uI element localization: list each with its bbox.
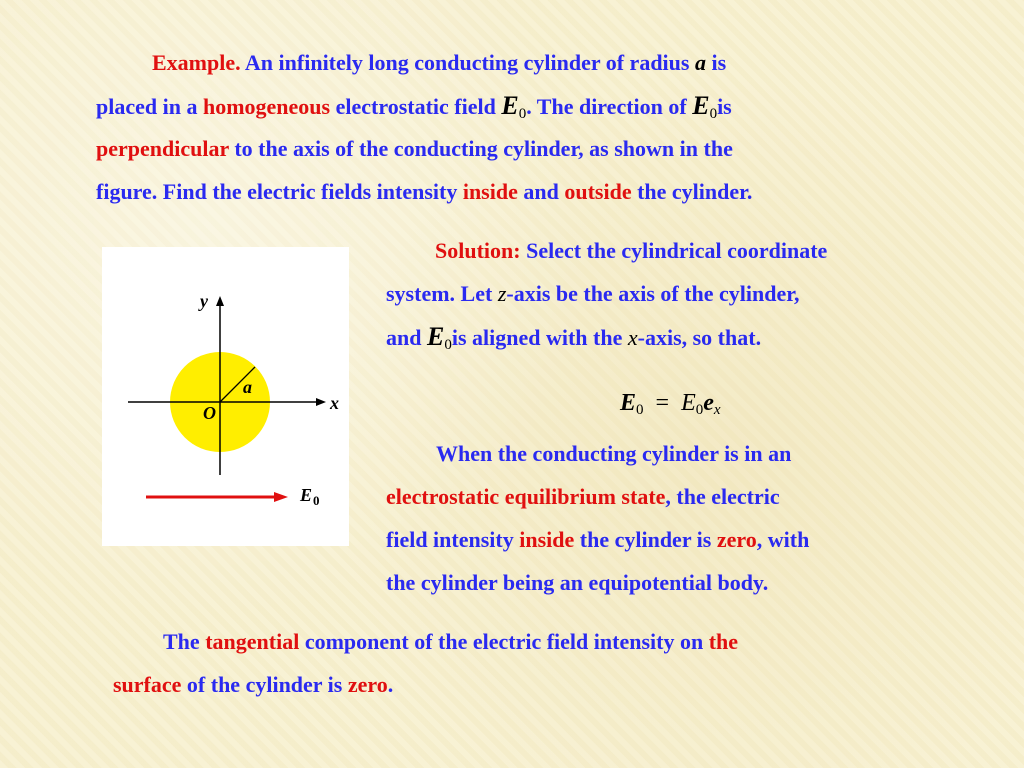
solution-line-3 (386, 315, 761, 367)
x-variable: x (627, 325, 638, 350)
inside-highlight: inside (462, 179, 518, 204)
solution-line-1 (435, 229, 827, 272)
field-label-subscript: 0 (313, 493, 320, 508)
field-symbol: E (501, 91, 519, 120)
zero-highlight: zero (347, 672, 388, 697)
problem-text: placed in a (96, 94, 198, 119)
equilibrium-line-3 (386, 518, 809, 561)
solution-text: -axis be the axis of the cylinder, (506, 281, 800, 306)
solution-text: and (386, 325, 422, 350)
equilibrium-line-2 (386, 475, 780, 518)
problem-line-4 (96, 170, 752, 213)
equilibrium-text: field intensity (386, 527, 514, 552)
solution-label: Solution: (435, 238, 521, 263)
surface-highlight: surface (113, 672, 182, 697)
problem-text: is (717, 94, 732, 119)
equilibrium-line-1 (436, 432, 791, 475)
subscript: 0 (709, 106, 718, 122)
tangential-text: . (387, 672, 394, 697)
y-axis-arrowhead (216, 296, 224, 306)
cylinder-figure (102, 247, 349, 546)
formula-subscript: 0 (695, 402, 704, 418)
subscript: 0 (518, 106, 527, 122)
formula-subscript: x (713, 402, 721, 418)
formula-subscript: 0 (636, 402, 644, 418)
tangential-text: The (163, 629, 200, 654)
tangential-text: of the cylinder is (186, 672, 343, 697)
inside-highlight: inside (519, 527, 575, 552)
problem-line-1 (152, 41, 726, 84)
solution-text: Select the cylindrical coordinate (526, 238, 828, 263)
the-highlight: the (708, 629, 739, 654)
problem-text: and (523, 179, 559, 204)
homogeneous-highlight: homogeneous (202, 94, 331, 119)
x-axis-label: x (330, 393, 339, 413)
field-symbol: E (692, 91, 710, 120)
solution-text: is aligned with the (451, 325, 623, 350)
problem-text: the cylinder. (637, 179, 753, 204)
problem-text: electrostatic field (335, 94, 496, 119)
radius-variable: a (694, 50, 706, 75)
perpendicular-highlight: perpendicular (96, 136, 229, 161)
radius-label: a (243, 377, 252, 397)
field-symbol: E (426, 322, 445, 351)
problem-text: An infinitely long conducting cylinder of radius (244, 50, 690, 75)
z-variable: z (497, 281, 507, 306)
equilibrium-highlight: electrostatic equilibrium state (386, 484, 666, 509)
subscript: 0 (444, 337, 452, 353)
equilibrium-text: When the conducting cylinder is in an (436, 441, 792, 466)
tangential-highlight: tangential (205, 629, 300, 654)
y-axis-label: y (200, 291, 208, 311)
equilibrium-text: the cylinder being an equipotential body. (386, 570, 769, 595)
problem-text: is (711, 50, 727, 75)
x-axis-arrowhead (316, 398, 326, 406)
origin-label: O (203, 403, 216, 423)
formula-unit-vector: e (703, 390, 714, 416)
field-arrow-head (274, 492, 288, 502)
problem-text: figure. Find the electric fields intensity (96, 179, 458, 204)
cylinder-diagram (102, 247, 349, 546)
equilibrium-line-4 (386, 561, 768, 604)
zero-highlight: zero (716, 527, 757, 552)
solution-text: -axis, so that. (637, 325, 762, 350)
equilibrium-text: the cylinder is (579, 527, 712, 552)
equilibrium-text: , with (756, 527, 810, 552)
problem-text: to the axis of the conducting cylinder, as shown in the (234, 136, 733, 161)
field-formula (620, 390, 721, 419)
field-label: E (300, 485, 313, 505)
solution-text: system. Let (386, 281, 493, 306)
equilibrium-text: , the electric (665, 484, 780, 509)
example-label: Example. (152, 50, 241, 75)
formula-lhs: E (620, 390, 637, 416)
tangential-line-2 (113, 663, 393, 706)
formula-equals: = (655, 390, 670, 416)
solution-line-2 (386, 272, 800, 315)
problem-text: . The direction of (526, 94, 687, 119)
formula-rhs: E (681, 390, 696, 416)
tangential-line-1 (163, 620, 738, 663)
problem-line-3 (96, 127, 733, 170)
tangential-text: component of the electric field intensity on (304, 629, 704, 654)
outside-highlight: outside (564, 179, 632, 204)
